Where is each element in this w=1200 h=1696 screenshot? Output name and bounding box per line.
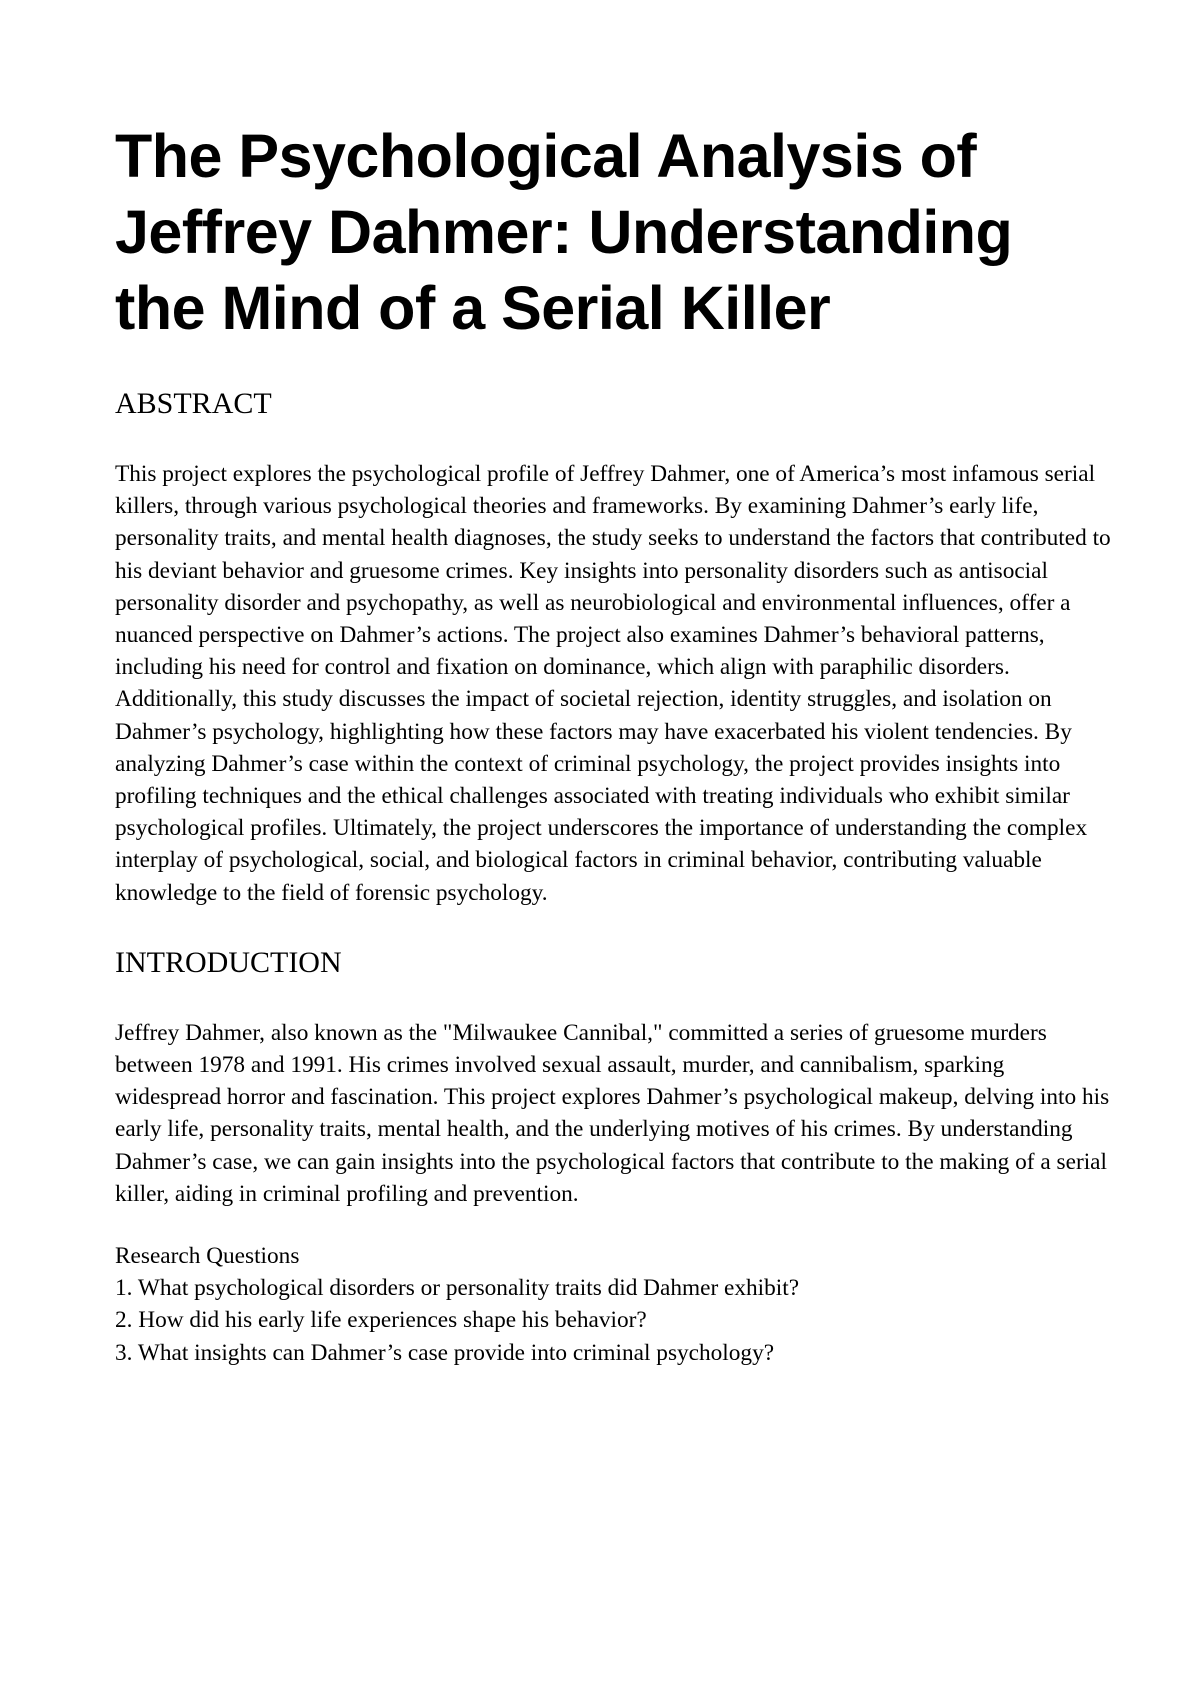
document-title — [115, 118, 1115, 346]
introduction-heading: INTRODUCTION — [115, 945, 342, 979]
abstract-body: This project explores the psychological profile of Jeffrey Dahmer, one of America’s most infamous serial killers, through various psychological theories and frameworks. By examining Dahmer’s early life, personality traits, and mental health diagnoses, the study seeks to understand the factors that contributed to his deviant behavior and gruesome crimes. Key insights into personality disorders such as antisocial personality disorder and psychopathy, as well as neurobiological and environmental influences, offer a nuanced perspective on Dahmer’s actions. The project also examines Dahmer’s behavioral patterns, including his need for control and fixation on dominance, which align with paraphilic disorders. Additionally, this study discusses the impact of societal rejection, identity struggles, and isolation on Dahmer’s psychology, highlighting how these factors may have exacerbated his violent tendencies. By analyzing Dahmer’s case within the context of criminal psychology, the project provides insights into profiling techniques and the ethical challenges associated with treating individuals who exhibit similar psychological profiles. Ultimately, the project underscores the importance of understanding the complex interplay of psychological, social, and biological factors in criminal behavior, contributing valuable knowledge to the field of forensic psychology. — [115, 461, 1111, 906]
title-line: the Mind of a Serial Killer — [115, 274, 831, 342]
title-line: The Psychological Analysis of — [115, 122, 977, 190]
abstract-section — [115, 386, 1115, 909]
research-questions-label: Research Questions — [115, 1243, 300, 1270]
research-questions-list — [115, 1272, 1115, 1369]
research-questions — [115, 1240, 1115, 1369]
introduction-body: Jeffrey Dahmer, also known as the "Milwaukee Cannibal," committed a series of gruesome murders between 1978 and 1991. His crimes involved sexual assault, murder, and cannibalism, sparking widespread horror and fascination. This project explores Dahmer’s psychological makeup, delving into his early life, personality traits, mental health, and the underlying motives of his crimes. By understanding Dahmer’s case, we can gain insights into the psychological factors that contribute to the making of a serial killer, aiding in criminal profiling and prevention. — [115, 1019, 1110, 1207]
abstract-heading: ABSTRACT — [115, 387, 272, 420]
list-item: 1. What psychological disorders or personality traits did Dahmer exhibit? — [115, 1275, 800, 1302]
introduction-section — [115, 945, 1115, 1369]
list-item: 2. How did his early life experiences shape his behavior? — [115, 1307, 647, 1334]
list-item: 3. What insights can Dahmer’s case provide into criminal psychology? — [115, 1339, 775, 1366]
title-line: Jeffrey Dahmer: Understanding — [115, 198, 1013, 266]
document-page — [115, 118, 1115, 1369]
